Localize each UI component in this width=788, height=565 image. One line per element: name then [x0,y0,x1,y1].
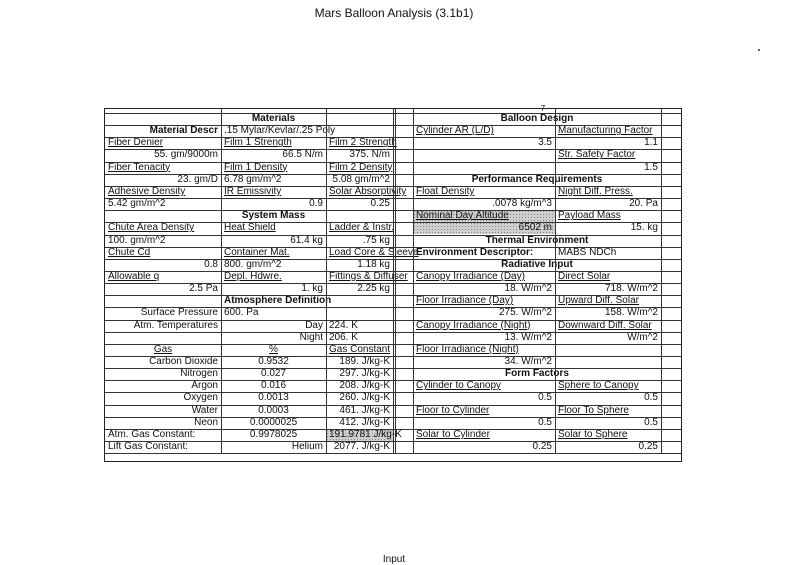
left-panel-cell: Film 1 Density [224,161,288,173]
left-panel-cell: Fiber Tenacity [108,161,171,173]
left-panel-cell: 800. gm/m^2 [224,258,282,270]
grid-column-line [326,109,327,453]
grid-column-line [661,109,662,453]
left-panel-cell: 5.42 gm/m^2 [108,198,166,210]
right-panel-cell: 20. Pa [629,198,658,210]
right-panel-cell: Floor Irradiance (Day) [416,295,514,307]
left-panel-cell: Atm. Temperatures [133,319,218,331]
left-panel-cell: Materials [251,113,296,124]
left-panel-cell: 260. J/kg-K [339,392,390,404]
right-panel-cell: 0.25 [638,441,658,453]
left-panel-cell: Material Descr [149,125,218,137]
right-panel-cell: Floor to Cylinder [416,404,490,416]
right-panel-cell: Canopy Irradiance (Night) [416,319,531,331]
left-panel-cell: 375. N/m [349,149,390,161]
left-panel-cell: Heat Shield [224,222,276,234]
left-panel-cell: 208. J/kg-K [339,380,390,392]
left-panel-cell: 5.08 gm/m^2 [332,173,390,185]
left-panel-cell: 0.0000025 [249,416,298,428]
left-panel-cell: Container Mat. [224,246,290,258]
left-panel-cell: 2.25 kg [357,283,390,295]
right-panel-cell: 0.5 [538,392,552,404]
page-title: Mars Balloon Analysis (3.1b1) [314,6,474,20]
left-panel-cell: Load Core & Sleeve [329,246,419,258]
left-panel-cell: Film 1 Strength [224,137,292,149]
right-panel-cell: 1.5 [644,161,658,173]
left-panel-cell: Surface Pressure [140,307,218,319]
right-panel-cell: Solar to Cylinder [416,428,490,440]
left-panel-cell: 6.78 gm/m^2 [224,173,282,185]
left-panel-cell: 0.9532 [258,356,289,367]
right-panel-cell: Cylinder AR (L/D) [416,125,494,137]
right-panel-cell: Night Diff. Press. [558,185,633,197]
left-panel-cell: Gas [153,343,173,355]
left-panel-cell: .15 Mylar/Kevlar/.25 Poly [224,125,336,137]
right-panel-cell: Environment Descriptor: [416,246,534,258]
right-panel-cell: .0078 kg/m^3 [492,198,552,210]
right-panel-cell: Thermal Environment [485,234,589,246]
left-panel-cell: Carbon Dioxide [149,356,218,367]
left-panel-cell: 600. Pa [224,307,259,319]
left-panel-cell: 189. J/kg-K [339,356,390,367]
right-panel-cell: Downward Diff. Solar [558,319,652,331]
balloon-analysis-sheet [104,104,682,462]
left-panel-cell: Chute Cd [108,246,151,258]
right-panel-cell: Solar to Sphere [558,428,628,440]
left-panel-cell: Allowable q [108,270,160,282]
left-panel-cell: Night [299,331,323,343]
right-panel-cell: Floor To Sphere [558,404,629,416]
right-panel-cell: Balloon Design [500,113,574,124]
left-panel-cell: 412. J/kg-K [339,416,390,428]
right-panel-cell: Str. Safety Factor [558,149,636,161]
left-panel-cell: Film 2 Density [329,161,393,173]
page-footer: Input [382,554,406,565]
left-panel-cell: Chute Area Density [108,222,195,234]
left-panel-cell: 0.016 [260,380,287,392]
left-panel-cell: 0.25 [370,198,390,210]
left-panel-cell: 224. K [329,319,358,331]
right-panel-cell: Direct Solar [558,270,611,282]
column-marker: 7 [540,104,546,113]
left-panel-cell: 0.9978025 [249,428,298,440]
left-panel-cell: System Mass [241,210,306,222]
left-panel-cell: Adhesive Density [108,185,186,197]
left-panel-cell: 100. gm/m^2 [108,234,166,246]
right-panel-cell: 275. W/m^2 [498,307,552,319]
right-panel-cell: MABS NDCh [558,246,617,258]
right-panel-cell: 0.5 [538,416,552,428]
right-panel-cell: 718. W/m^2 [604,283,658,295]
grid-column-line [413,109,414,453]
right-panel-cell: 158. W/m^2 [604,307,658,319]
left-panel-cell: Ladder & Instr. [329,222,395,234]
left-panel-cell: Depl. Hdwre. [224,270,282,282]
right-panel-cell: Floor Irradiance (Night) [416,343,519,355]
left-panel-cell: 55. gm/9000m [154,149,218,161]
grid-column-line [395,109,396,453]
right-panel-cell: Nominal Day Altitude [413,210,555,222]
grid-column-line [393,109,394,453]
grid-row-line [105,453,681,454]
right-panel-cell: 0.25 [532,441,552,453]
right-panel-cell: Float Density [416,185,475,197]
right-panel-cell: Manufacturing Factor [558,125,653,137]
right-panel-cell: Sphere to Canopy [558,380,639,392]
left-panel-cell: Day [305,319,323,331]
right-panel-cell: 34. W/m^2 [504,356,552,367]
left-panel-cell: 2.5 Pa [189,283,218,295]
left-panel-cell: 1. kg [301,283,323,295]
left-panel-cell: Helium [291,441,323,453]
right-panel-cell: 13. W/m^2 [504,331,552,343]
left-panel-cell: Fiber Denier [108,137,164,149]
right-panel-cell: Upward Diff. Solar [558,295,639,307]
left-panel-cell: 23. gm/D [177,173,218,185]
left-panel-cell: Water [191,404,218,416]
right-panel-cell: Radiative Input [501,258,573,270]
left-panel-cell: Lift Gas Constant: [108,441,189,453]
left-panel-cell: 0.8 [204,258,218,270]
left-panel-cell: 0.0003 [258,404,289,416]
speck [758,49,760,51]
left-panel-cell: 206. K [329,331,358,343]
left-panel-cell: % [269,343,278,355]
left-panel-cell: 1.18 kg [357,258,390,270]
right-panel-cell: W/m^2 [627,331,658,343]
left-panel-cell: Nitrogen [180,368,218,380]
right-panel-cell: 15. kg [630,222,658,234]
left-panel-cell: 297. J/kg-K [339,368,390,380]
left-panel-cell: .75 kg [362,234,390,246]
left-panel-cell: Film 2 Strength [329,137,397,149]
right-panel-cell: 0.5 [644,416,658,428]
left-panel-cell: IR Emissivity [224,185,282,197]
right-panel-cell: 3.5 [538,137,552,149]
right-panel-cell: Canopy Irradiance (Day) [416,270,525,282]
left-panel-cell: Argon [191,380,218,392]
right-panel-cell: 1.1 [644,137,658,149]
right-panel-cell: Payload Mass [558,210,621,222]
left-panel-cell: 461. J/kg-K [339,404,390,416]
left-panel-cell: Solar Absorptivity [329,185,407,197]
left-panel-cell: 2077. J/kg-K [333,441,390,453]
right-panel-cell: Form Factors [505,368,569,380]
left-panel-cell: Neon [194,416,218,428]
left-panel-cell: 66.5 N/m [282,149,323,161]
right-panel-cell: 18. W/m^2 [504,283,552,295]
left-panel-cell: 0.0013 [258,392,289,404]
left-panel-cell: Fittings & Diffuser [329,270,408,282]
grid-column-line [221,109,222,453]
left-panel-cell: Atm. Gas Constant: [108,428,196,440]
left-panel-cell: 0.027 [260,368,287,380]
right-panel-cell: 6502 m [413,222,555,234]
left-panel-cell: 191.9781 J/kg-K [326,429,393,441]
right-panel-cell: 0.5 [644,392,658,404]
right-panel-cell: Cylinder to Canopy [416,380,502,392]
left-panel-cell: 61.4 kg [290,234,323,246]
right-panel-cell: Performance Requirements [471,173,603,185]
grid-column-line [555,109,556,453]
left-panel-cell: Atmosphere Definition [224,295,332,307]
left-panel-cell: Oxygen [183,392,218,404]
left-panel-cell: Gas Constant [329,343,391,355]
left-panel-cell: 0.9 [309,198,323,210]
